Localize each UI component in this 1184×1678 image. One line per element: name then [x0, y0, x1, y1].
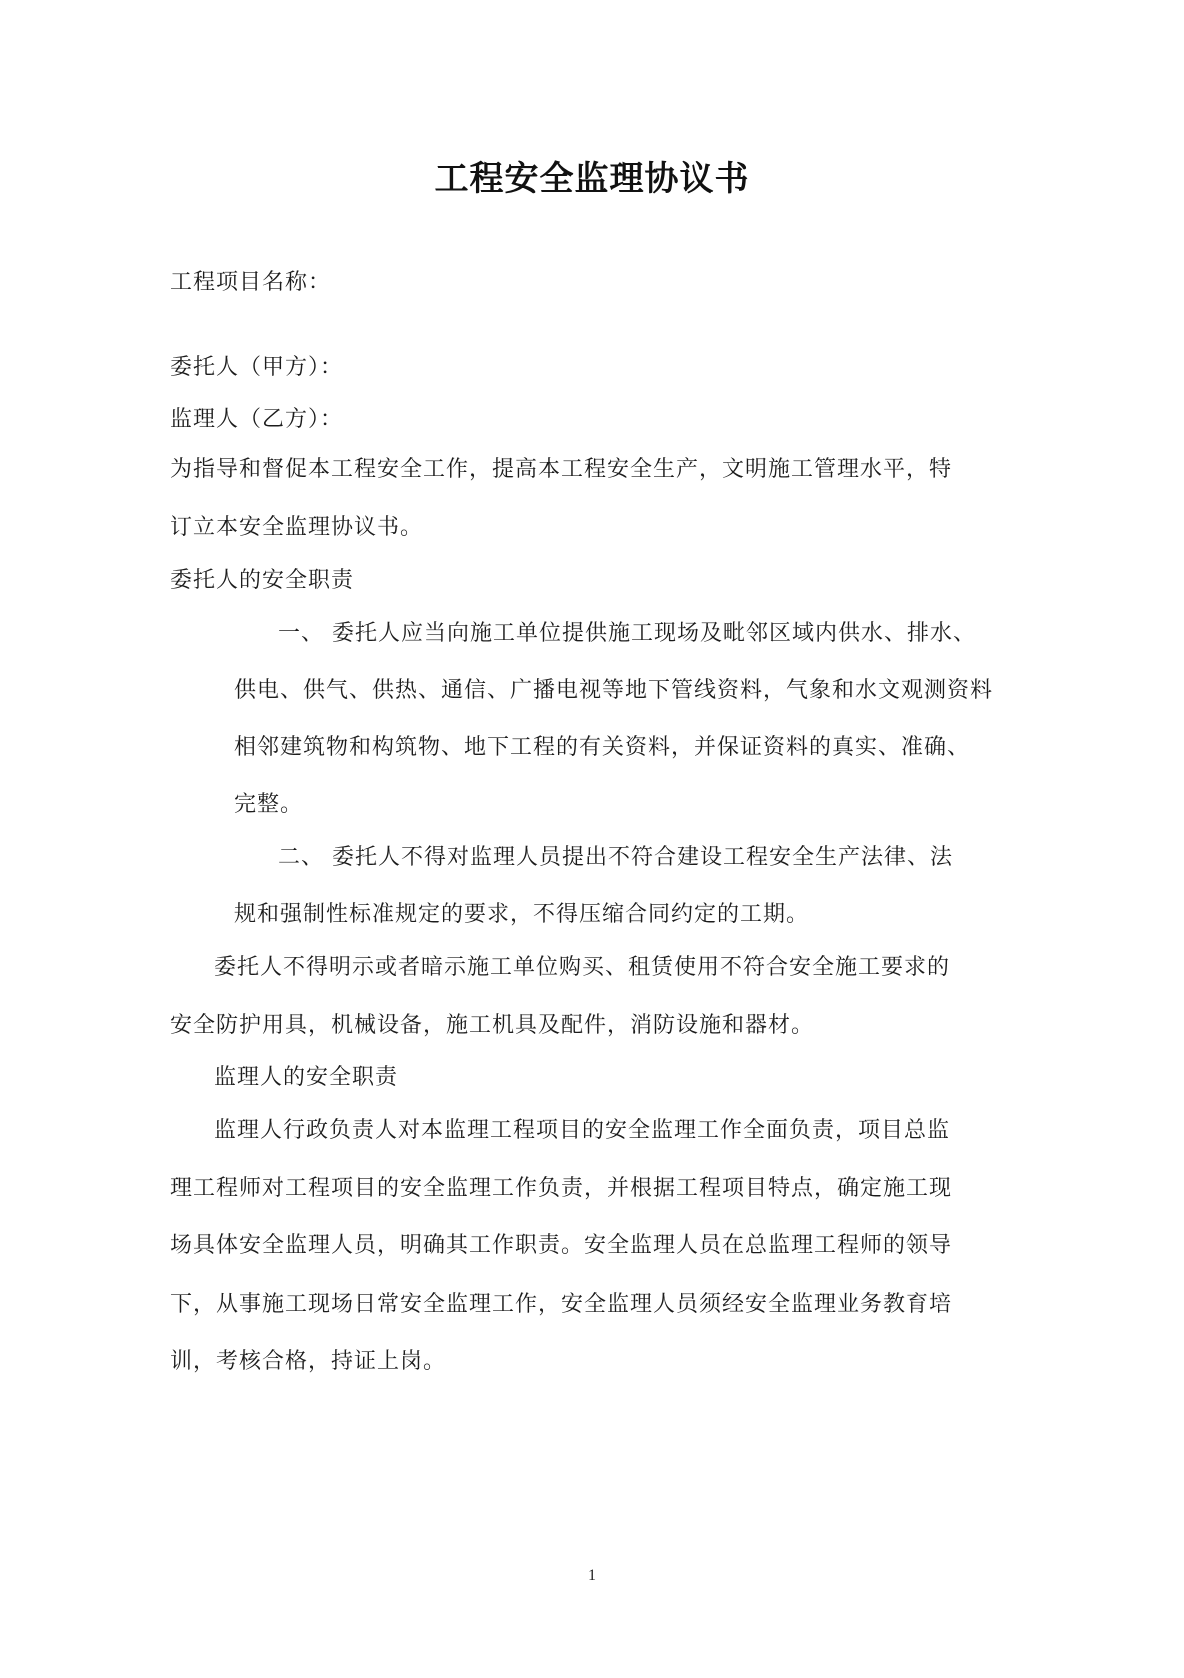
- client-item2-line-1: 二、 委托人不得对监理人员提出不符合建设工程安全生产法律、法: [278, 845, 953, 870]
- client-item1-line-3: 相邻建筑物和构筑物、地下工程的有关资料，并保证资料的真实、准确、: [234, 735, 971, 760]
- supervisor-paragraph-line-1: 监理人行政负责人对本监理工程项目的安全监理工作全面负责，项目总监: [214, 1118, 951, 1143]
- project-name-label: 工程项目名称：: [170, 270, 332, 295]
- page-number: 1: [588, 1567, 596, 1584]
- supervisor-paragraph-line-4: 下，从事施工现场日常安全监理工作，安全监理人员须经安全监理业务教育培: [170, 1292, 953, 1317]
- client-item1-line-2: 供电、供气、供热、通信、广播电视等地下管线资料，气象和水文观测资料: [234, 678, 994, 703]
- client-item2-line-2: 规和强制性标准规定的要求，不得压缩合同约定的工期。: [234, 902, 810, 927]
- document-title: 工程安全监理协议书: [434, 159, 750, 199]
- intro-line-1: 为指导和督促本工程安全工作，提高本工程安全生产，文明施工管理水平，特: [170, 457, 953, 482]
- section-heading-supervisor: 监理人的安全职责: [214, 1065, 399, 1090]
- section-heading-client: 委托人的安全职责: [170, 568, 355, 593]
- client-item1-line-4: 完整。: [234, 792, 304, 817]
- supervisor-paragraph-line-3: 场具体安全监理人员，明确其工作职责。安全监理人员在总监理工程师的领导: [170, 1233, 953, 1258]
- client-item1-line-1: 一、 委托人应当向施工单位提供施工现场及毗邻区域内供水、排水、: [278, 621, 976, 646]
- client-item3-line-1: 委托人不得明示或者暗示施工单位购买、租赁使用不符合安全施工要求的: [214, 955, 951, 980]
- supervisor-label: 监理人（乙方）：: [170, 407, 344, 432]
- intro-line-2: 订立本安全监理协议书。: [170, 515, 424, 540]
- supervisor-paragraph-line-2: 理工程师对工程项目的安全监理工作负责，并根据工程项目特点，确定施工现: [170, 1176, 953, 1201]
- client-label: 委托人（甲方）：: [170, 355, 344, 380]
- client-item3-line-2: 安全防护用具，机械设备，施工机具及配件，消防设施和器材。: [170, 1013, 815, 1038]
- supervisor-paragraph-line-5: 训，考核合格，持证上岗。: [170, 1349, 447, 1374]
